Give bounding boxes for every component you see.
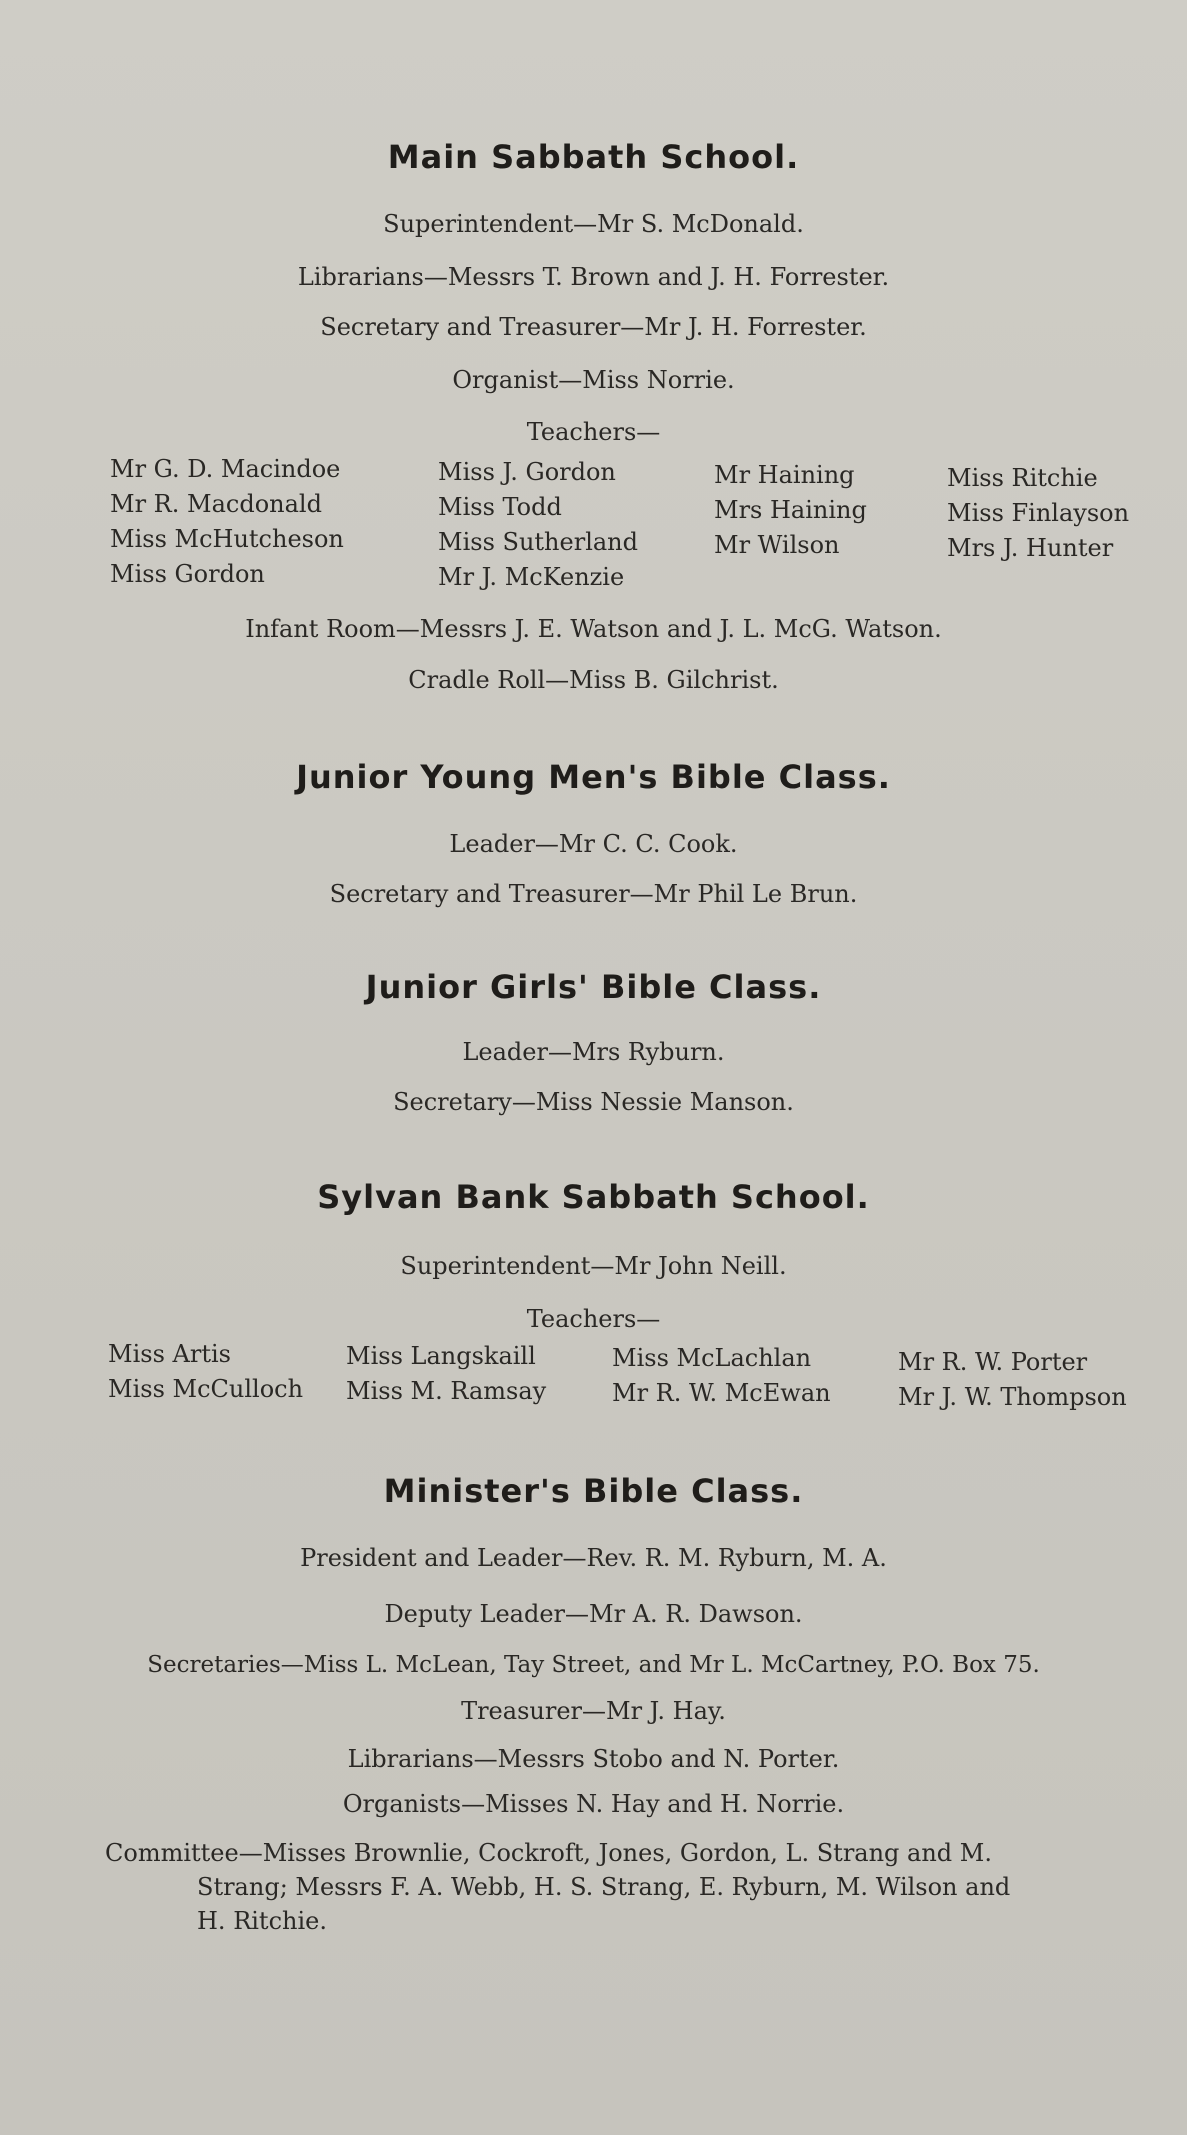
teacher-name: Mr J. W. Thompson (898, 1383, 1127, 1411)
jg-leader: Leader—Mrs Ryburn. (462, 1038, 725, 1066)
main-organist: Organist—Miss Norrie. (452, 366, 735, 394)
sb-teachers-label: Teachers— (526, 1305, 661, 1333)
teacher-name: Mr R. Macdonald (110, 490, 322, 518)
sb-teachers-col-1 (108, 1337, 303, 1407)
mc-president: President and Leader—Rev. R. M. Ryburn, M. A. (300, 1544, 887, 1572)
sb-superintendent: Superintendent—Mr John Neill. (400, 1252, 787, 1280)
teacher-name: Miss Sutherland (438, 528, 638, 556)
teacher-name: Mr R. W. McEwan (612, 1379, 831, 1407)
teacher-name: Mrs Haining (714, 496, 867, 524)
teacher-name: Mr Wilson (714, 531, 840, 559)
section-heading-main-school: Main Sabbath School. (387, 138, 800, 176)
mc-librarians: Librarians—Messrs Stobo and N. Porter. (347, 1745, 840, 1773)
main-secretary: Secretary and Treasurer—Mr J. H. Forrester. (320, 313, 867, 341)
teacher-name: Miss Todd (438, 493, 562, 521)
main-teachers-col-2 (438, 455, 638, 595)
main-librarians: Librarians—Messrs T. Brown and J. H. Forrester. (297, 263, 890, 291)
teacher-name: Miss M. Ramsay (346, 1377, 547, 1405)
mc-committee-line-1: Committee—Misses Brownlie, Cockroft, Jones, Gordon, L. Strang and M. (105, 1839, 993, 1867)
section-heading-ministers-class: Minister's Bible Class. (383, 1472, 804, 1510)
main-teachers-col-1 (110, 452, 344, 592)
teacher-name: Miss McHutcheson (110, 525, 344, 553)
mc-organists: Organists—Misses N. Hay and H. Norrie. (342, 1790, 845, 1818)
mc-committee-line-3: H. Ritchie. (197, 1907, 327, 1935)
teacher-name: Mr Haining (714, 461, 855, 489)
teacher-name: Miss McCulloch (108, 1375, 304, 1403)
teacher-name: Miss McLachlan (612, 1344, 812, 1372)
sb-teachers-col-3 (612, 1341, 831, 1411)
mc-deputy: Deputy Leader—Mr A. R. Dawson. (384, 1600, 803, 1628)
section-heading-junior-young-mens: Junior Young Men's Bible Class. (296, 758, 891, 796)
teacher-name: Miss Finlayson (947, 499, 1130, 527)
main-teachers-col-3 (714, 458, 867, 563)
teacher-name: Miss J. Gordon (438, 458, 616, 486)
teacher-name: Miss Gordon (110, 560, 265, 588)
jym-leader: Leader—Mr C. C. Cook. (449, 830, 738, 858)
main-teachers-label: Teachers— (526, 418, 661, 446)
sb-teachers-col-2 (346, 1339, 546, 1409)
teacher-name: Mr R. W. Porter (898, 1348, 1088, 1376)
main-superintendent: Superintendent—Mr S. McDonald. (383, 210, 804, 238)
teacher-name: Mr J. McKenzie (438, 563, 625, 591)
jym-secretary: Secretary and Treasurer—Mr Phil Le Brun. (329, 880, 858, 908)
sb-teachers-col-4 (898, 1345, 1127, 1415)
teacher-name: Miss Langskaill (346, 1342, 536, 1370)
main-cradle-roll: Cradle Roll—Miss B. Gilchrist. (408, 666, 779, 694)
jg-secretary: Secretary—Miss Nessie Manson. (393, 1088, 794, 1116)
mc-secretaries: Secretaries—Miss L. McLean, Tay Street, and Mr L. McCartney, P.O. Box 75. (147, 1652, 1040, 1678)
mc-treasurer: Treasurer—Mr J. Hay. (461, 1697, 726, 1725)
main-infant-room: Infant Room—Messrs J. E. Watson and J. L. McG. Watson. (245, 615, 942, 643)
teacher-name: Miss Artis (108, 1340, 231, 1368)
section-heading-sylvan-bank: Sylvan Bank Sabbath School. (317, 1178, 870, 1216)
teacher-name: Mr G. D. Macindoe (110, 455, 341, 483)
teacher-name: Miss Ritchie (947, 464, 1098, 492)
teacher-name: Mrs J. Hunter (947, 534, 1114, 562)
section-heading-junior-girls: Junior Girls' Bible Class. (365, 968, 822, 1006)
mc-committee (105, 1836, 1175, 1938)
main-teachers-col-4 (947, 461, 1129, 566)
mc-committee-line-2: Strang; Messrs F. A. Webb, H. S. Strang, E. Ryburn, M. Wilson and (197, 1873, 1011, 1901)
